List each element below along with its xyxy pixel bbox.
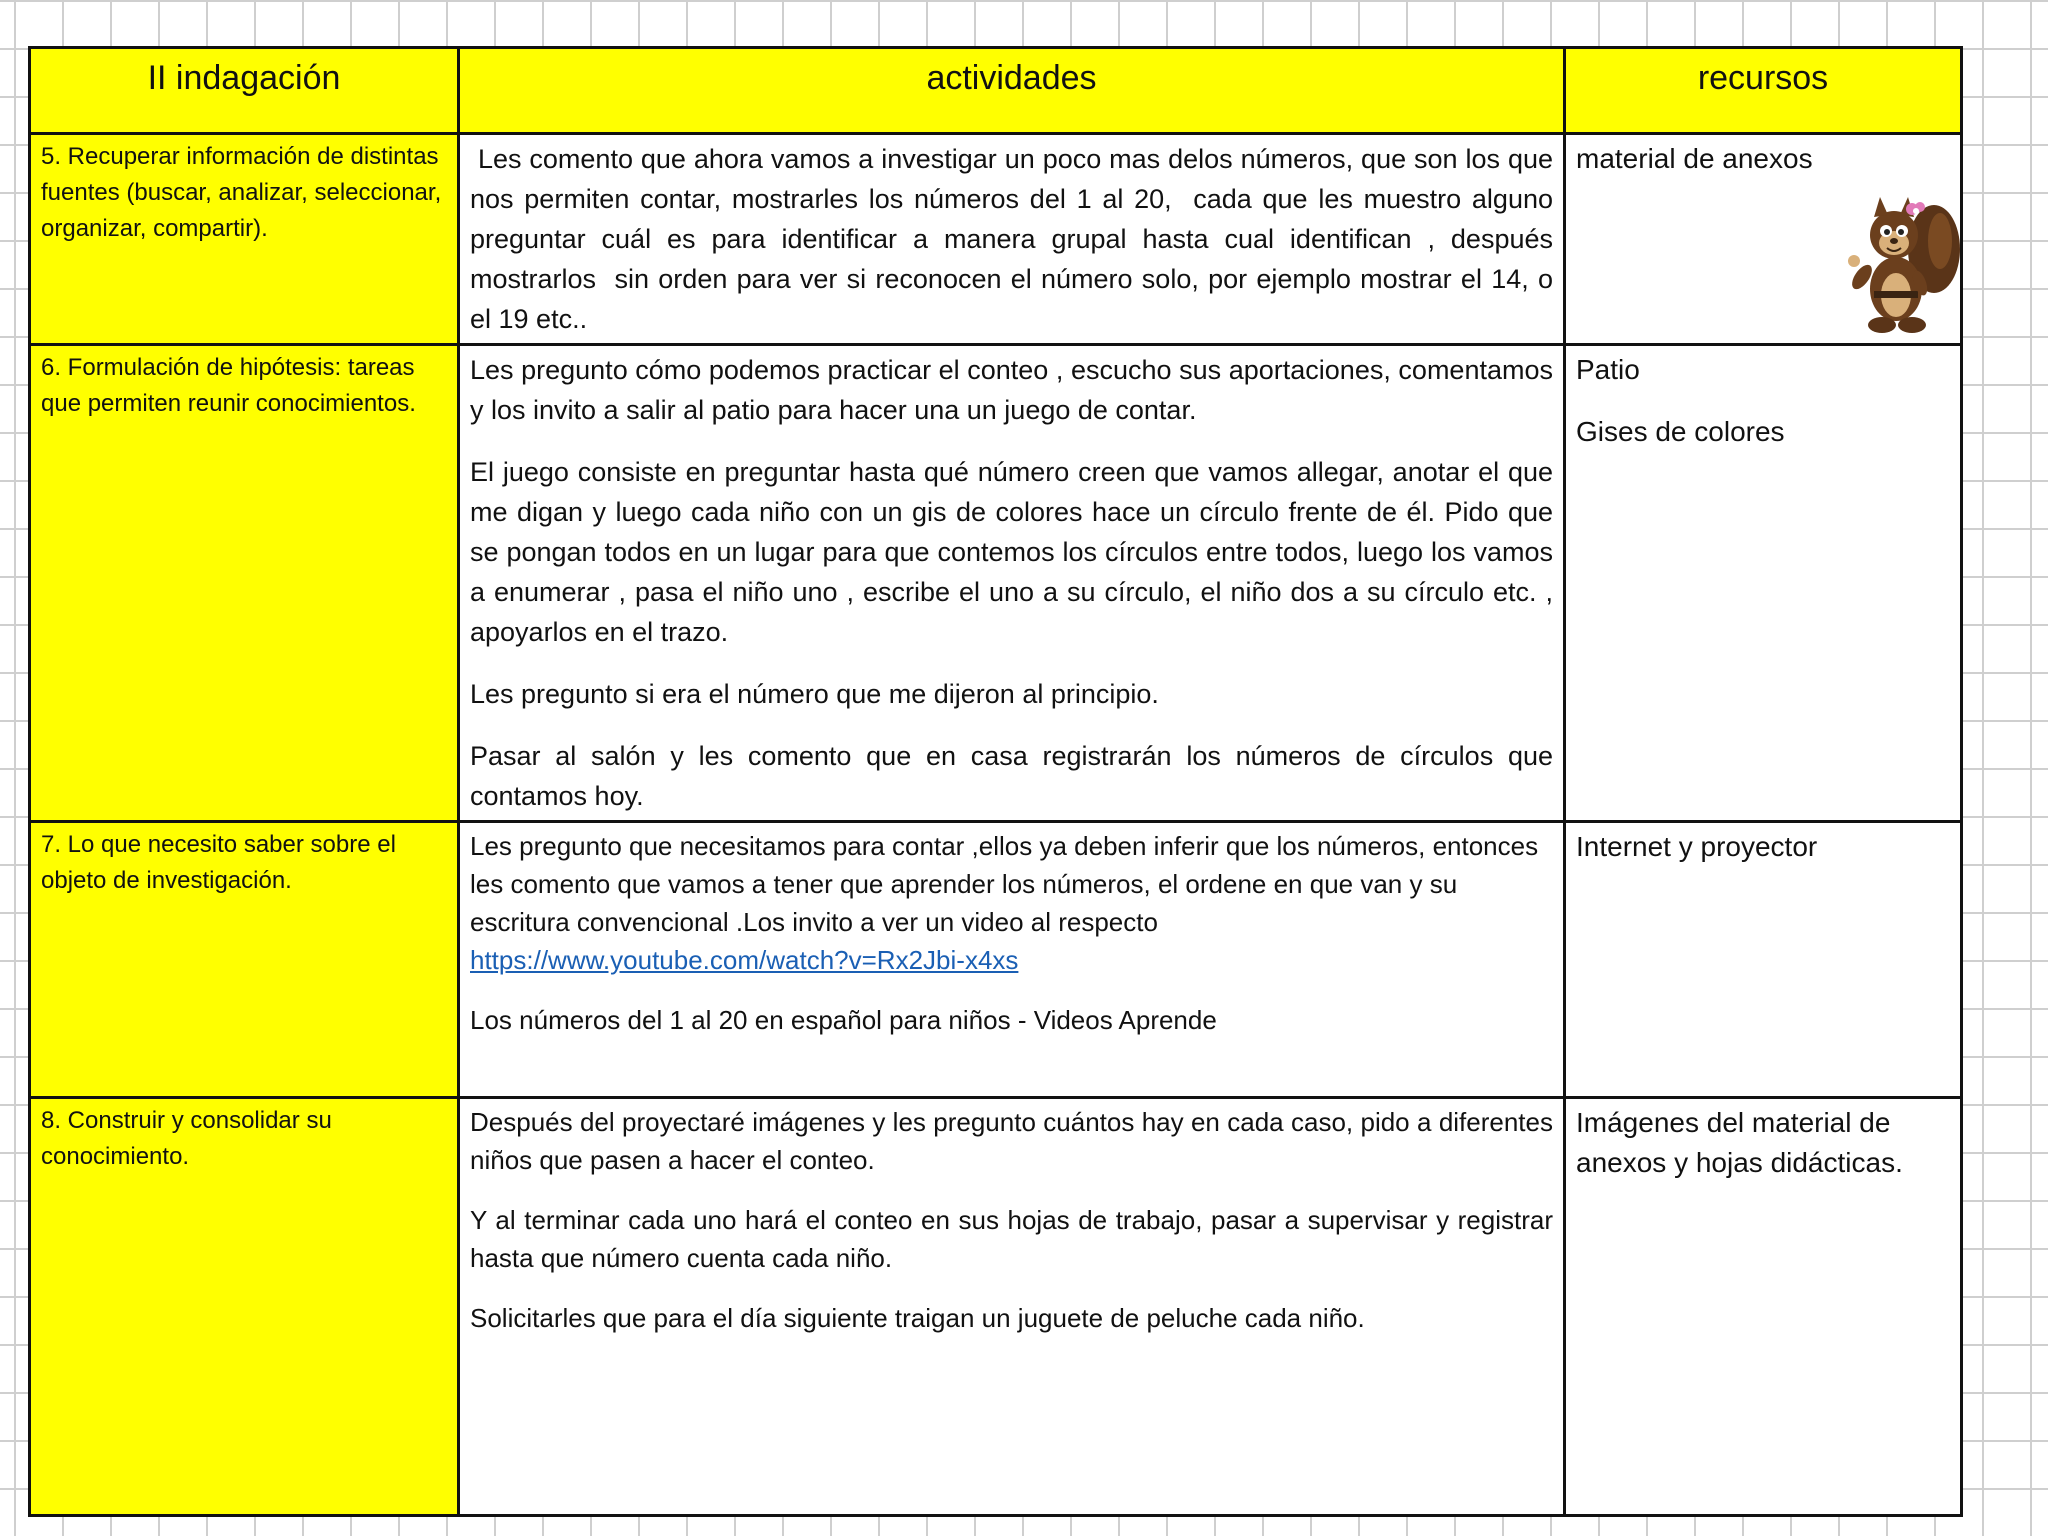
activity-paragraph: El juego consiste en preguntar hasta qué número creen que vamos allegar, anotar el que me digan y luego cada niño con un gis de colores hace un círculo frente de él. Pido que se pongan todos en un lugar para que contemos los círculos entre todos, luego los vamos a enumerar , pasa el niño uno , escribe el uno a su círculo, el niño dos a su círculo etc. , apoyarlos en el trazo. bbox=[470, 457, 1553, 647]
resource-item: Gises de colores bbox=[1576, 416, 1785, 447]
activity-paragraph: Les pregunto que necesitamos para contar ,ellos ya deben inferir que los números, entonces les comento que vamos a tener que aprender los números, el ordene en que van y su escritura convencional .Los invito a ver un video al respecto bbox=[470, 831, 1539, 937]
resources-cell bbox=[1565, 345, 1962, 822]
header-activities: actividades bbox=[459, 48, 1565, 134]
activities-cell bbox=[459, 345, 1565, 822]
activity-paragraph: Les pregunto si era el número que me dijeron al principio. bbox=[470, 679, 1159, 709]
resource-item: Imágenes del material de anexos y hojas didácticas. bbox=[1576, 1107, 1903, 1178]
activity-paragraph: Los números del 1 al 20 en español para niños - Videos Aprende bbox=[470, 1005, 1217, 1035]
resources-cell bbox=[1565, 1098, 1962, 1516]
stage-cell: 8. Construir y consolidar su conocimiento. bbox=[30, 1098, 459, 1516]
activities-cell bbox=[459, 822, 1565, 1098]
activity-paragraph: Solicitarles que para el día siguiente traigan un juguete de peluche cada niño. bbox=[470, 1303, 1365, 1333]
stage-cell: 5. Recuperar información de distintas fuentes (buscar, analizar, seleccionar, organizar, compartir). bbox=[30, 134, 459, 345]
resource-item: Patio bbox=[1576, 354, 1640, 385]
activity-paragraph: Pasar al salón y les comento que en casa registrarán los números de círculos que contamos hoy. bbox=[470, 741, 1553, 811]
activities-cell bbox=[459, 1098, 1565, 1516]
header-resources: recursos bbox=[1565, 48, 1962, 134]
resource-item: Internet y proyector bbox=[1576, 831, 1818, 862]
table-row bbox=[30, 822, 1962, 1098]
table-row bbox=[30, 134, 1962, 345]
header-stage: II indagación bbox=[30, 48, 459, 134]
resource-item: material de anexos bbox=[1576, 143, 1813, 174]
table-row bbox=[30, 1098, 1962, 1516]
stage-cell: 6. Formulación de hipótesis: tareas que permiten reunir conocimientos. bbox=[30, 345, 459, 822]
lesson-plan-table bbox=[28, 46, 1963, 1517]
activity-paragraph: Y al terminar cada uno hará el conteo en sus hojas de trabajo, pasar a supervisar y registrar hasta que número cuenta cada niño. bbox=[470, 1205, 1553, 1273]
activity-paragraph: Les pregunto cómo podemos practicar el conteo , escucho sus aportaciones, comentamos y los invito a salir al patio para hacer una un juego de contar. bbox=[470, 355, 1553, 425]
activity-paragraph: Después del proyectaré imágenes y les pregunto cuántos hay en cada caso, pido a diferentes niños que pasen a hacer el conteo. bbox=[470, 1107, 1553, 1175]
stage-cell: 7. Lo que necesito saber sobre el objeto de investigación. bbox=[30, 822, 459, 1098]
activities-cell bbox=[459, 134, 1565, 345]
resources-cell bbox=[1565, 134, 1962, 345]
header-row bbox=[30, 48, 1962, 134]
resources-cell bbox=[1565, 822, 1962, 1098]
table-row bbox=[30, 345, 1962, 822]
activity-paragraph bbox=[470, 941, 1553, 979]
activity-paragraph: Les comento que ahora vamos a investigar un poco mas delos números, que son los que nos permiten contar, mostrarles los números del 1 al 20, cada que les muestro alguno preguntar cuál es para identificar a manera grupal hasta cual identifican , después mostrarlos sin orden para ver si reconocen el número solo, por ejemplo mostrar el 14, o el 19 etc.. bbox=[470, 144, 1561, 334]
video-link[interactable]: https://www.youtube.com/watch?v=Rx2Jbi-x4xs bbox=[470, 945, 1019, 975]
squirrel-icon bbox=[1834, 179, 1966, 339]
